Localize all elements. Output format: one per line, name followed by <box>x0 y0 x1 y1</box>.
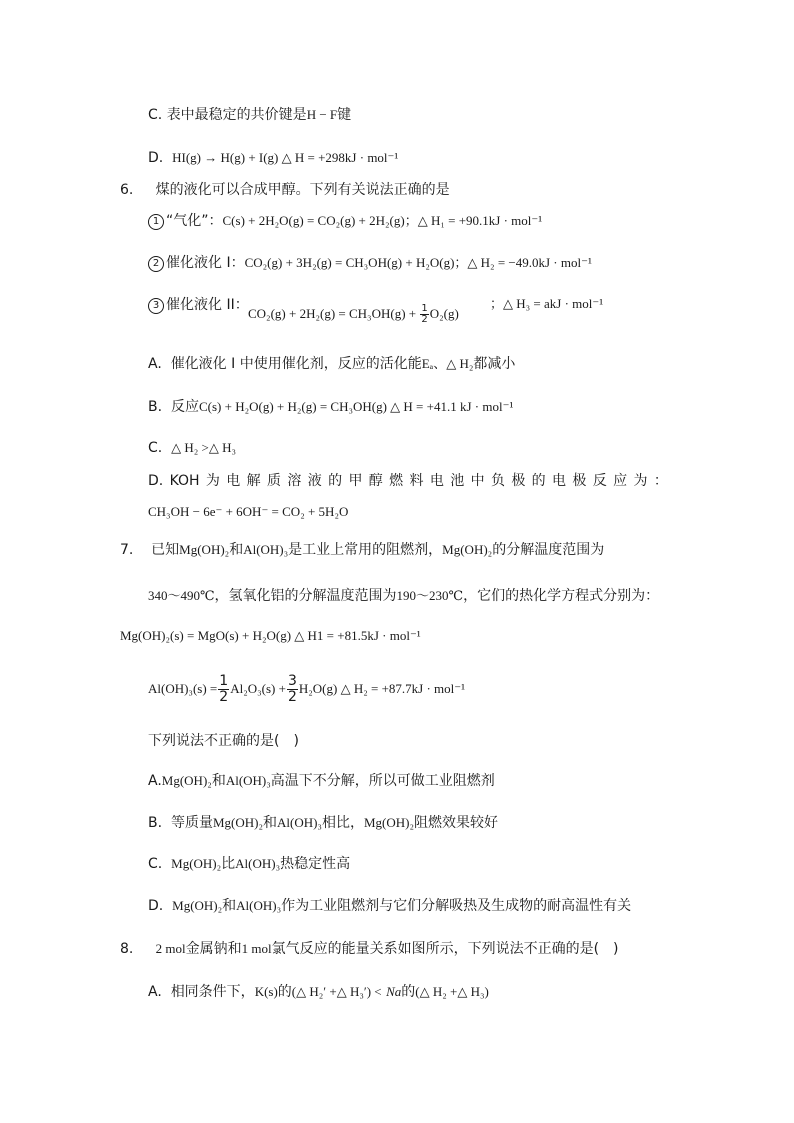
q6-option-b: B. 反应C(s) + H₂O(g) + H₂(g) = CH₃OH(g) △ H = +41.1 kJ · mol⁻¹ <box>148 399 514 415</box>
q7-stem-cont: 340～490℃，氢氧化铝的分解温度范围为190～230℃，它们的热化学方程式分别为： <box>148 588 660 604</box>
circled-number-icon: 3 <box>148 298 164 314</box>
q5-option-c: C. 表中最稳定的共价键是H − F键 <box>148 107 352 123</box>
q6-stem: 6. 煤的液化可以合成甲醇。下列有关说法正确的是 <box>120 182 450 198</box>
q6-option-d-equation: CH₃OH − 6e⁻ + 6OH⁻ = CO₂ + 5H₂O <box>148 504 349 519</box>
q7-option-c: C. Mg(OH)₂比Al(OH)₃热稳定性高 <box>148 856 351 872</box>
q6-reaction-3-equation: CO₂(g) + 2H₂(g) = CH₃OH(g) + $\frac{1}{2}$ O₂(g) <box>248 302 459 325</box>
q7-option-b: B. 等质量Mg(OH)₂和Al(OH)₃相比，Mg(OH)₂阻燃效果较好 <box>148 815 498 831</box>
q7-option-d: D. Mg(OH)₂和Al(OH)₃作为工业阻燃剂与它们分解吸热及生成物的耐高温性有关 <box>148 898 632 914</box>
q6-reaction-3-label: 3 催化液化 II： <box>148 295 249 315</box>
fraction: $\frac{1}{2}$ <box>421 302 428 325</box>
q7-stem: 7. 已知Mg(OH)₂和Al(OH)₃是工业上常用的阻燃剂，Mg(OH)₂的分解温度范围为 <box>120 542 605 558</box>
q6-option-d: D. KOH 为 电 解 质 溶 液 的 甲 醇 燃 料 电 池 中 负 极 的 电 极 反 应 为 ： <box>148 473 668 489</box>
q7-question: 下列说法不正确的是( ) <box>148 733 299 749</box>
q7-equation-1: Mg(OH)₂(s) = MgO(s) + H₂O(g) △ H1 = +81.5kJ · mol⁻¹ <box>120 628 421 643</box>
q7-option-a: A.Mg(OH)₂和Al(OH)₃高温下不分解，所以可做工业阻燃剂 <box>148 773 495 789</box>
q8-option-a: A. 相同条件下，K(s)的(△ H₂′ +△ H₃′) < Na的(△ H₂ +△ H₃) <box>148 984 489 1000</box>
q8-stem: 8. 2 mol金属钠和1 mol氯气反应的能量关系如图所示，下列说法不正确的是( ) <box>120 941 619 957</box>
q5-option-d: D. HI(g) → H(g) + I(g) △ H = +298kJ · mol⁻¹ <box>148 150 399 166</box>
q6-reaction-2: 2 催化液化 I：CO₂(g) + 3H₂(g) = CH₃OH(g) + H₂O(g)；△ H₂ = −49.0kJ · mol⁻¹ <box>148 253 592 273</box>
circled-number-icon: 2 <box>148 256 164 272</box>
fraction: $\frac{3}{2}$ <box>287 672 297 705</box>
q6-reaction-1: 1 “气化”：C(s) + 2H₂O(g) = CO₂(g) + 2H₂(g)；△ H₁ = +90.1kJ · mol⁻¹ <box>148 211 542 231</box>
q6-option-c: C. △ H₂ >△ H₃ <box>148 440 237 456</box>
circled-number-icon: 1 <box>148 214 164 230</box>
q6-reaction-3-enthalpy: ；△ H₃ = akJ · mol⁻¹ <box>490 296 604 311</box>
q7-equation-2: Al(OH)₃(s) = $\frac{1}{2}$ Al₂O₃(s) + $\frac{3}{2}$ H₂O(g) △ H₂ = +87.7kJ · mol⁻¹ <box>148 672 466 705</box>
q6-option-a: A. 催化液化 I 中使用催化剂，反应的活化能Eₐ、△ H₂都减小 <box>148 356 516 372</box>
fraction: $\frac{1}{2}$ <box>219 672 229 705</box>
